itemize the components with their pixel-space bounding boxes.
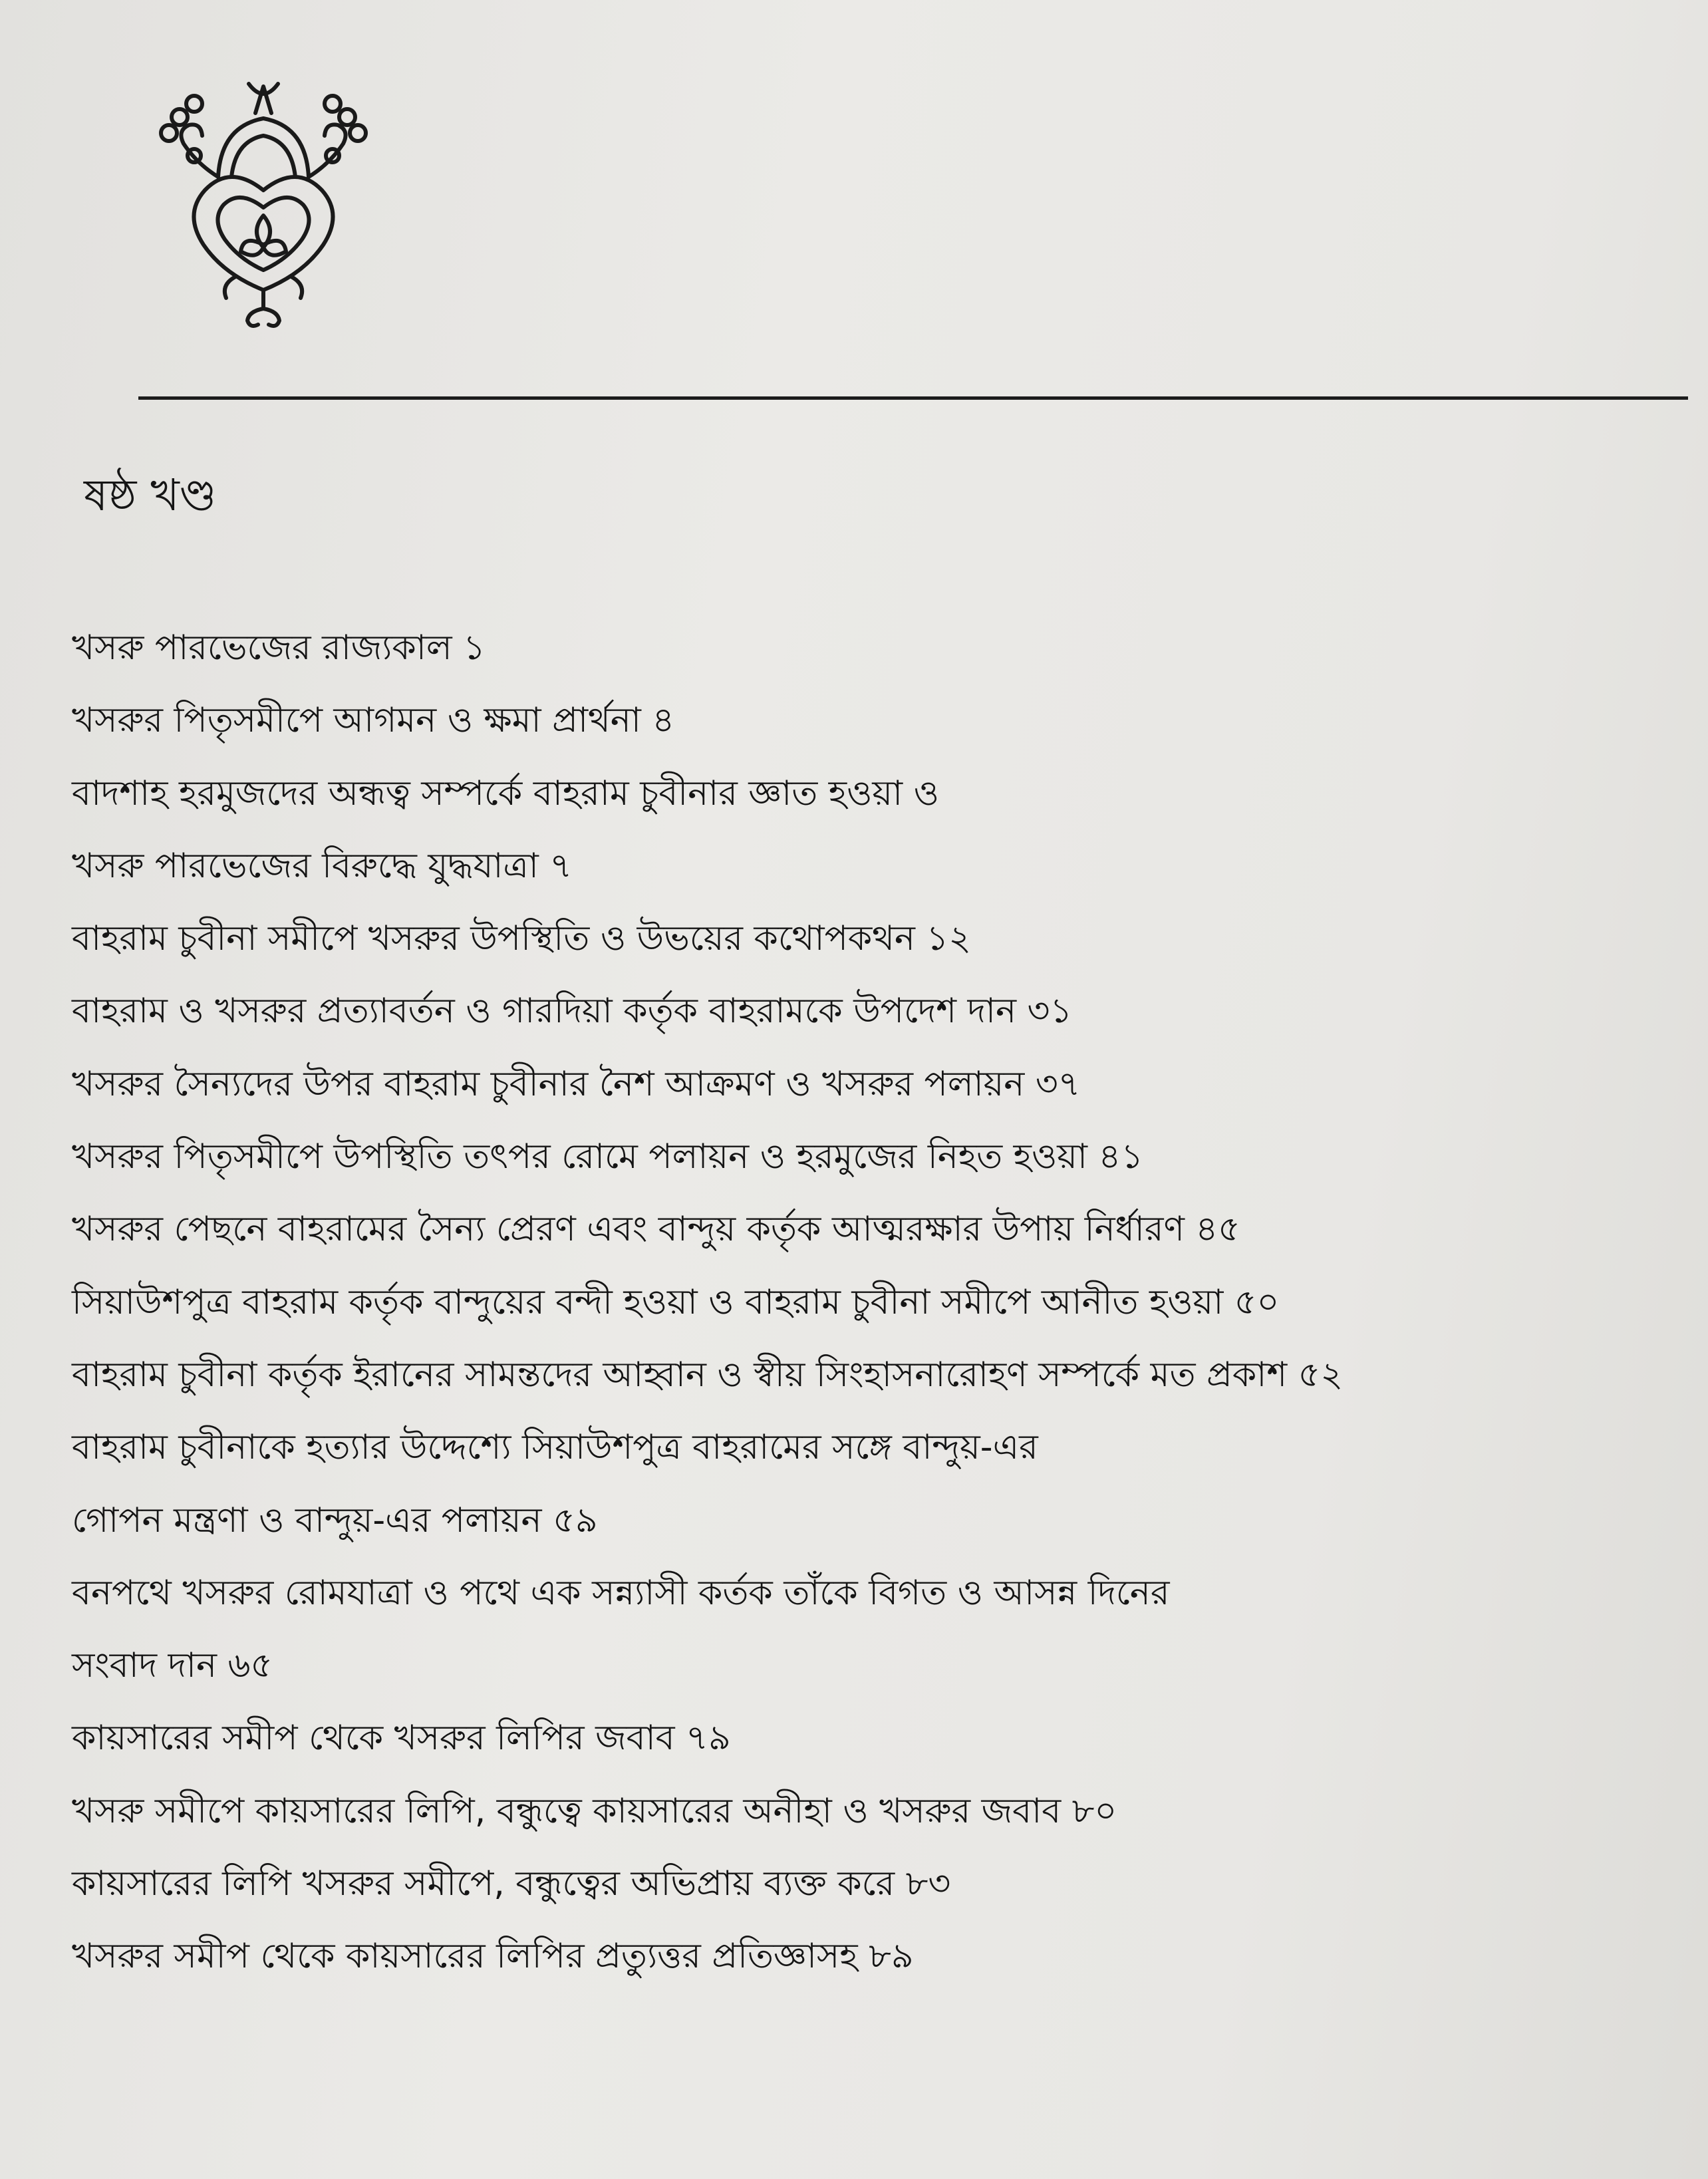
horizontal-rule (138, 396, 1688, 400)
toc-line: খসরু পারভেজের বিরুদ্ধে যুদ্ধযাত্রা ৭ (72, 845, 573, 886)
toc-line: বাদশাহ হরমুজদের অন্ধত্ব সম্পর্কে বাহরাম চুবীনার জ্ঞাত হওয়া ও (72, 773, 939, 813)
floral-ornament-icon (157, 77, 370, 330)
toc-line: খসরুর পেছনে বাহরামের সৈন্য প্রেরণ এবং বান্দুয় কর্তৃক আত্মরক্ষার উপায় নির্ধারণ ৪৫ (72, 1209, 1240, 1250)
toc-line: বাহরাম ও খসরুর প্রত্যাবর্তন ও গারদিয়া কর্তৃক বাহরামকে উপদেশ দান ৩১ (72, 991, 1073, 1032)
table-of-contents (72, 612, 1668, 1993)
toc-line: খসরু পারভেজের রাজ্যকাল ১ (72, 628, 486, 668)
toc-line: বনপথে খসরুর রোমযাত্রা ও পথে এক সন্ন্যাসী কর্তক তাঁকে বিগত ও আসন্ন দিনের (72, 1572, 1170, 1613)
toc-line: কায়সারের লিপি খসরুর সমীপে, বন্ধুত্বের অভিপ্রায় ব্যক্ত করে ৮৩ (72, 1864, 951, 1904)
toc-line: সংবাদ দান ৬৫ (72, 1646, 273, 1686)
toc-line: কায়সারের সমীপ থেকে খসরুর লিপির জবাব ৭৯ (72, 1718, 731, 1759)
toc-line: গোপন মন্ত্রণা ও বান্দুয়-এর পলায়ন ৫৯ (72, 1500, 598, 1540)
toc-line: বাহরাম চুবীনা কর্তৃক ইরানের সামন্তদের আহ্বান ও স্বীয় সিংহাসনারোহণ সম্পর্কে মত প্রকাশ ৫২ (72, 1354, 1344, 1395)
toc-line: খসরুর সৈন্যদের উপর বাহরাম চুবীনার নৈশ আক্রমণ ও খসরুর পলায়ন ৩৭ (72, 1064, 1081, 1104)
toc-line: সিয়াউশপুত্র বাহরাম কর্তৃক বান্দুয়ের বন্দী হওয়া ও বাহরাম চুবীনা সমীপে আনীত হওয়া ৫০ (72, 1282, 1280, 1322)
toc-line: খসরুর সমীপ থেকে কায়সারের লিপির প্রত্যুত্তর প্রতিজ্ঞাসহ ৮৯ (72, 1936, 914, 1977)
toc-line: বাহরাম চুবীনা সমীপে খসরুর উপস্থিতি ও উভয়ের কথোপকথন ১২ (72, 919, 972, 959)
toc-line: খসরুর পিতৃসমীপে উপস্থিতি তৎপর রোমে পলায়ন ও হরমুজের নিহত হওয়া ৪১ (72, 1137, 1143, 1177)
toc-line: খসরু সমীপে কায়সারের লিপি, বন্ধুত্বে কায়সারের অনীহা ও খসরুর জবাব ৮০ (72, 1791, 1117, 1831)
toc-line: খসরুর পিতৃসমীপে আগমন ও ক্ষমা প্রার্থনা ৪ (72, 700, 675, 741)
section-title: ষষ্ঠ খণ্ড (84, 470, 217, 521)
toc-line: বাহরাম চুবীনাকে হত্যার উদ্দেশ্যে সিয়াউশপুত্র বাহরামের সঙ্গে বান্দুয়-এর (72, 1427, 1038, 1468)
